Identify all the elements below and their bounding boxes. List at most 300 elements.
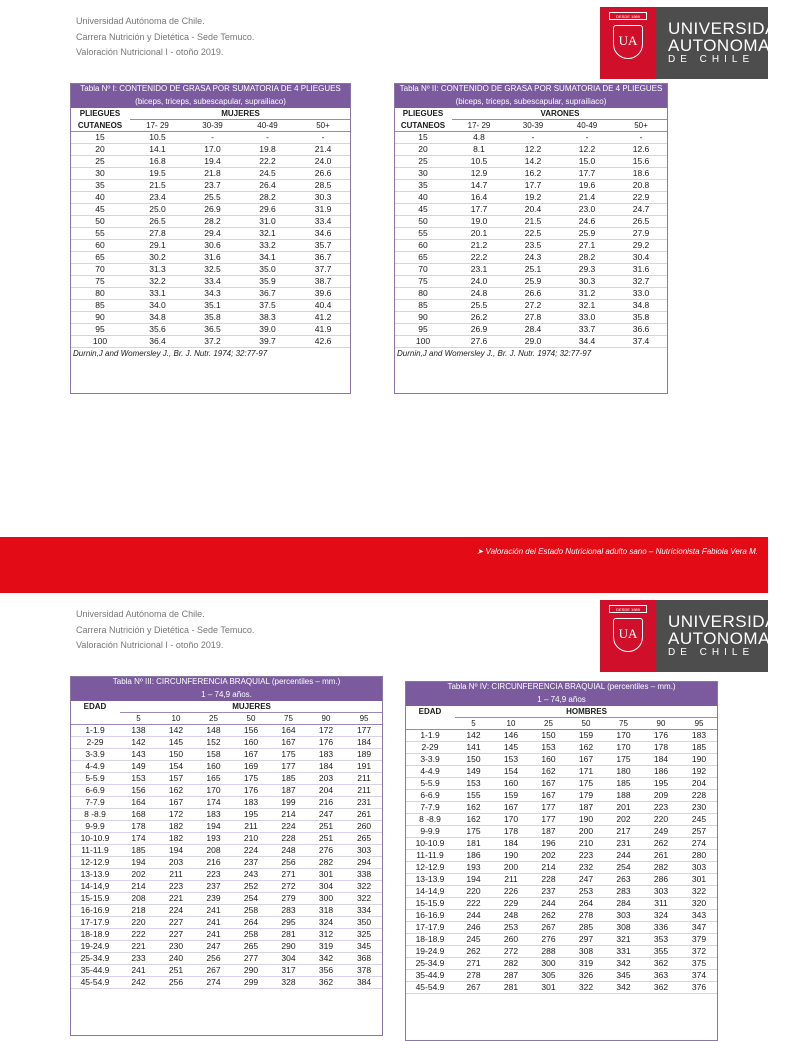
table-cell: 326 xyxy=(567,970,605,982)
table-cell: 254 xyxy=(232,893,270,905)
table-cell: 22.2 xyxy=(452,252,506,264)
column-header: 50+ xyxy=(295,120,351,132)
table-cell: 290 xyxy=(232,965,270,977)
table-cell: 249 xyxy=(642,826,680,838)
table-cell: 42.6 xyxy=(295,336,351,348)
logo-ribbon: DESDE 1989 xyxy=(609,605,647,613)
table-cell: 167 xyxy=(232,749,270,761)
column-header: 95 xyxy=(345,713,383,725)
slide-page-2 xyxy=(0,593,790,1024)
table-row xyxy=(405,742,718,754)
table-cell: 164 xyxy=(120,797,157,809)
table-cell: 24.3 xyxy=(506,252,560,264)
table-cell: 182 xyxy=(157,821,195,833)
table-cell: 17.7 xyxy=(506,180,560,192)
table-cell: 278 xyxy=(455,970,492,982)
table-cell: 34.1 xyxy=(240,252,295,264)
logo-dark-block xyxy=(656,600,790,672)
table-cell: 241 xyxy=(195,929,232,941)
table-cell: 324 xyxy=(642,910,680,922)
table-row xyxy=(394,240,668,252)
table-reference-row xyxy=(394,348,668,360)
table-cell: 183 xyxy=(232,797,270,809)
table-row xyxy=(70,965,383,977)
table-subtitle: (biceps, triceps, subescapular, suprailiaco) xyxy=(70,96,351,109)
table-cell: 170 xyxy=(605,730,642,742)
table-cell: 321 xyxy=(605,934,642,946)
arm-circumference-table-men xyxy=(405,681,718,994)
table-cell: 300 xyxy=(307,893,345,905)
table-cell: 37.2 xyxy=(185,336,240,348)
table-cell: 353 xyxy=(642,934,680,946)
table-cell: 37.4 xyxy=(614,336,668,348)
table-cell: 267 xyxy=(195,965,232,977)
table-cell: 154 xyxy=(492,766,530,778)
table-cell: 227 xyxy=(157,929,195,941)
table-cell: 195 xyxy=(642,778,680,790)
group-header: HOMBRES xyxy=(455,706,718,718)
table-cell: 178 xyxy=(492,826,530,838)
table-cell: 301 xyxy=(530,982,567,994)
logo-dark-block xyxy=(656,7,790,79)
table-cell: 1-1.9 xyxy=(70,725,120,737)
table-cell: 36.7 xyxy=(295,252,351,264)
table-cell: 23.4 xyxy=(130,192,185,204)
logo-line: AUTONOMA xyxy=(668,36,770,55)
table-cell: 184 xyxy=(492,838,530,850)
table-cell: 264 xyxy=(232,917,270,929)
column-header: 75 xyxy=(605,718,642,730)
column-header: 50+ xyxy=(614,120,668,132)
table-cell: 312 xyxy=(307,929,345,941)
table-cell: 170 xyxy=(195,785,232,797)
table-cell: 30.6 xyxy=(185,240,240,252)
table-cell: 36.4 xyxy=(130,336,185,348)
table-cell: 142 xyxy=(120,737,157,749)
table-row xyxy=(70,312,351,324)
column-header: 30-39 xyxy=(506,120,560,132)
table-cell: 45 xyxy=(394,204,452,216)
table-cell: 19.8 xyxy=(240,144,295,156)
table-cell: 303 xyxy=(642,886,680,898)
table-cell: 211 xyxy=(157,869,195,881)
table-cell: 37.5 xyxy=(240,300,295,312)
table-cell: 200 xyxy=(567,826,605,838)
table-cell: 277 xyxy=(232,953,270,965)
table-cell: 284 xyxy=(605,898,642,910)
table-cell: 267 xyxy=(455,982,492,994)
table-cell: 187 xyxy=(567,802,605,814)
table-cell: 33.7 xyxy=(560,324,614,336)
table-cell: 185 xyxy=(270,773,307,785)
table-cell: 285 xyxy=(567,922,605,934)
table-cell: 244 xyxy=(605,850,642,862)
table-row xyxy=(394,276,668,288)
table-cell: 260 xyxy=(345,821,383,833)
table-cell: 194 xyxy=(157,845,195,857)
table-row xyxy=(405,730,718,742)
table-cell: 31.6 xyxy=(185,252,240,264)
table-row xyxy=(70,977,383,989)
table-row xyxy=(70,264,351,276)
logo-ribbon: DESDE 1989 xyxy=(609,12,647,20)
logo-line: DE CHILE xyxy=(668,647,755,658)
table-cell: 195 xyxy=(232,809,270,821)
table-cell: 282 xyxy=(642,862,680,874)
table-header-row xyxy=(394,120,668,132)
table-cell: 362 xyxy=(642,982,680,994)
table-cell: 19.0 xyxy=(452,216,506,228)
table-cell: 362 xyxy=(307,977,345,989)
table-row xyxy=(70,204,351,216)
table-cell: 262 xyxy=(642,838,680,850)
table-cell: 203 xyxy=(307,773,345,785)
table-cell: 35-44.9 xyxy=(70,965,120,977)
table-row xyxy=(394,204,668,216)
table-cell: 230 xyxy=(157,941,195,953)
table-row xyxy=(394,144,668,156)
table-cell: 16.2 xyxy=(506,168,560,180)
table-cell: 283 xyxy=(270,905,307,917)
table-row xyxy=(70,132,351,144)
table-cell: 192 xyxy=(680,766,718,778)
table-cell: 223 xyxy=(642,802,680,814)
table-cell: 85 xyxy=(70,300,130,312)
table-cell: 257 xyxy=(680,826,718,838)
table-cell: 19.5 xyxy=(130,168,185,180)
table-cell: - xyxy=(506,132,560,144)
table-cell: 328 xyxy=(270,977,307,989)
table-row xyxy=(70,845,383,857)
table-cell: 21.5 xyxy=(130,180,185,192)
table-cell: 181 xyxy=(455,838,492,850)
table-cell: 345 xyxy=(605,970,642,982)
table-cell: 262 xyxy=(530,910,567,922)
header-line: Carrera Nutrición y Dietética - Sede Temuco. xyxy=(76,624,255,635)
table-cell: 154 xyxy=(157,761,195,773)
table-cell: 167 xyxy=(530,790,567,802)
table-cell: 32.1 xyxy=(240,228,295,240)
table-cell: 35-44.9 xyxy=(405,970,455,982)
table-cell: 162 xyxy=(455,802,492,814)
table-subtitle: 1 – 74,9 años. xyxy=(70,689,383,702)
table-cell: 141 xyxy=(455,742,492,754)
table-cell: 24.8 xyxy=(452,288,506,300)
table-cell: 190 xyxy=(680,754,718,766)
table-cell: 60 xyxy=(70,240,130,252)
table-cell: 258 xyxy=(232,905,270,917)
table-cell: 7-7.9 xyxy=(405,802,455,814)
table-cell: 142 xyxy=(455,730,492,742)
table-cell: 23.5 xyxy=(506,240,560,252)
table-row xyxy=(70,725,383,737)
table-cell: 222 xyxy=(120,929,157,941)
table-reference-row xyxy=(70,348,351,360)
column-header: 25 xyxy=(195,713,232,725)
table-cell: 331 xyxy=(605,946,642,958)
table-cell: 214 xyxy=(270,809,307,821)
table-cell: 209 xyxy=(642,790,680,802)
table-cell: 31.3 xyxy=(130,264,185,276)
table-cell: 175 xyxy=(270,749,307,761)
table-row xyxy=(394,264,668,276)
table-caption-row xyxy=(394,96,668,109)
column-header: 95 xyxy=(680,718,718,730)
table-cell: 35 xyxy=(394,180,452,192)
column-header: 10 xyxy=(157,713,195,725)
table-cell: 355 xyxy=(642,946,680,958)
table-cell: 19.4 xyxy=(185,156,240,168)
table-cell: 194 xyxy=(120,857,157,869)
table-row xyxy=(405,838,718,850)
table-cell: 251 xyxy=(157,965,195,977)
table-cell: 208 xyxy=(195,845,232,857)
table-cell: 278 xyxy=(567,910,605,922)
table-cell: 25.9 xyxy=(506,276,560,288)
table-cell: 28.4 xyxy=(506,324,560,336)
table-cell: 5-5.9 xyxy=(405,778,455,790)
table-cell: 247 xyxy=(195,941,232,953)
table-cell: 14.1 xyxy=(130,144,185,156)
table-cell: 178 xyxy=(642,742,680,754)
table-cell: 19.2 xyxy=(506,192,560,204)
table-cell: 272 xyxy=(492,946,530,958)
table-cell: 160 xyxy=(530,754,567,766)
table-cell: 17.7 xyxy=(452,204,506,216)
table-cell: 70 xyxy=(70,264,130,276)
table-cell: 2-29 xyxy=(70,737,120,749)
table-cell: 170 xyxy=(605,742,642,754)
table-row xyxy=(70,797,383,809)
table-cell: 251 xyxy=(307,833,345,845)
table-cell: 167 xyxy=(530,778,567,790)
table-cell: 18.6 xyxy=(614,168,668,180)
table-cell: 183 xyxy=(195,809,232,821)
table-cell: 4.8 xyxy=(452,132,506,144)
table-cell: 211 xyxy=(345,785,383,797)
table-cell: 264 xyxy=(567,898,605,910)
table-row xyxy=(405,970,718,982)
table-row xyxy=(70,324,351,336)
table-cell: 15.0 xyxy=(560,156,614,168)
table-cell: 12.6 xyxy=(614,144,668,156)
table-row xyxy=(70,336,351,348)
table-cell: 17-17.9 xyxy=(405,922,455,934)
table-cell: 19-24.9 xyxy=(70,941,120,953)
table-cell: 35 xyxy=(70,180,130,192)
table-cell: 345 xyxy=(345,941,383,953)
table-cell: 199 xyxy=(270,797,307,809)
table-cell: 263 xyxy=(605,874,642,886)
table-cell: 165 xyxy=(195,773,232,785)
table-row xyxy=(405,826,718,838)
table-cell: 237 xyxy=(195,881,232,893)
table-cell: 375 xyxy=(680,958,718,970)
table-cell: 304 xyxy=(307,881,345,893)
table-row xyxy=(405,754,718,766)
table-cell: 248 xyxy=(492,910,530,922)
table-cell: 22.5 xyxy=(506,228,560,240)
table-cell: 23.0 xyxy=(560,204,614,216)
table-cell: 200 xyxy=(492,862,530,874)
table-cell: 303 xyxy=(345,845,383,857)
table-cell: 384 xyxy=(345,977,383,989)
table-cell: 320 xyxy=(680,898,718,910)
table-cell: 336 xyxy=(642,922,680,934)
table-cell: 156 xyxy=(232,725,270,737)
table-cell: 55 xyxy=(70,228,130,240)
table-row xyxy=(70,785,383,797)
table-cell: 15-15.9 xyxy=(405,898,455,910)
table-cell: 222 xyxy=(455,898,492,910)
table-cell: 65 xyxy=(394,252,452,264)
table-cell: 29.3 xyxy=(560,264,614,276)
table-cell: 10.5 xyxy=(452,156,506,168)
table-cell: 232 xyxy=(567,862,605,874)
table-cell: 153 xyxy=(492,754,530,766)
table-cell: 216 xyxy=(195,857,232,869)
table-cell: 242 xyxy=(120,977,157,989)
table-cell: 185 xyxy=(605,778,642,790)
table-cell: 228 xyxy=(270,833,307,845)
table-cell: 19.6 xyxy=(560,180,614,192)
table-cell: 16-16.9 xyxy=(405,910,455,922)
table-cell: 142 xyxy=(157,725,195,737)
table-cell: 17.0 xyxy=(185,144,240,156)
table-row xyxy=(70,737,383,749)
table-cell: 368 xyxy=(345,953,383,965)
column-header: 40-49 xyxy=(240,120,295,132)
table-cell: 210 xyxy=(232,833,270,845)
table-cell: 21.8 xyxy=(185,168,240,180)
table-cell: 156 xyxy=(120,785,157,797)
table-cell: 162 xyxy=(567,742,605,754)
table-cell: 45-54.9 xyxy=(405,982,455,994)
table-cell: 25.9 xyxy=(560,228,614,240)
table-cell: 186 xyxy=(455,850,492,862)
table-cell: 95 xyxy=(70,324,130,336)
table-row xyxy=(70,156,351,168)
table-cell: 276 xyxy=(530,934,567,946)
table-header-row xyxy=(405,706,718,718)
table-cell: 256 xyxy=(270,857,307,869)
table-cell: 21.4 xyxy=(560,192,614,204)
table-cell: 100 xyxy=(394,336,452,348)
table-cell: 253 xyxy=(492,922,530,934)
table-cell: 11-11.9 xyxy=(405,850,455,862)
table-cell: 247 xyxy=(567,874,605,886)
table-cell: 188 xyxy=(605,790,642,802)
table-cell: 153 xyxy=(120,773,157,785)
table-cell: 325 xyxy=(345,929,383,941)
column-header: 17- 29 xyxy=(452,120,506,132)
table-cell: 27.6 xyxy=(452,336,506,348)
table-row xyxy=(394,192,668,204)
table-cell: 100 xyxy=(70,336,130,348)
table-subtitle: (biceps, triceps, subescapular, suprailiaco) xyxy=(394,96,668,109)
table-cell: 28.2 xyxy=(560,252,614,264)
header-line: Valoración Nutricional I - otoño 2019. xyxy=(76,47,224,57)
table-cell: 297 xyxy=(567,934,605,946)
table-cell: 12.2 xyxy=(506,144,560,156)
table-cell: 174 xyxy=(120,833,157,845)
table-cell: 15 xyxy=(394,132,452,144)
table-cell: 233 xyxy=(120,953,157,965)
column-header: 17- 29 xyxy=(130,120,185,132)
table-cell: 26.4 xyxy=(240,180,295,192)
column-header: PLIEGUES xyxy=(402,109,444,119)
table-cell: 153 xyxy=(530,742,567,754)
table-cell: 241 xyxy=(120,965,157,977)
table-title: Tabla Nº III: CIRCUNFERENCIA BRAQUIAL (percentiles – mm.) xyxy=(70,676,383,689)
table-cell: 279 xyxy=(270,893,307,905)
table-cell: - xyxy=(560,132,614,144)
table-cell: 33.2 xyxy=(240,240,295,252)
table-cell: 26.5 xyxy=(614,216,668,228)
table-row xyxy=(405,862,718,874)
table-cell: 280 xyxy=(680,850,718,862)
table-row xyxy=(70,809,383,821)
table-cell: 286 xyxy=(642,874,680,886)
table-cell: 171 xyxy=(567,766,605,778)
table-cell: 5-5.9 xyxy=(70,773,120,785)
table-cell: 20 xyxy=(70,144,130,156)
table-cell: 162 xyxy=(455,814,492,826)
table-cell: 176 xyxy=(232,785,270,797)
table-cell: 282 xyxy=(492,958,530,970)
table-cell: 10-10.9 xyxy=(70,833,120,845)
table-cell: 342 xyxy=(307,953,345,965)
table-row xyxy=(70,168,351,180)
table-cell: 189 xyxy=(345,749,383,761)
table-cell: 39.0 xyxy=(240,324,295,336)
table-header-row xyxy=(405,718,718,730)
table-cell: 30 xyxy=(70,168,130,180)
table-cell: 18-18.9 xyxy=(70,929,120,941)
table-cell: 15-15.9 xyxy=(70,893,120,905)
table-cell: 26.6 xyxy=(506,288,560,300)
table-cell: 35.1 xyxy=(185,300,240,312)
table-cell: 15 xyxy=(70,132,130,144)
table-cell: 152 xyxy=(195,737,232,749)
table-cell: 9-9.9 xyxy=(405,826,455,838)
table-cell: 347 xyxy=(680,922,718,934)
table-row xyxy=(70,216,351,228)
table-cell: 4-4.9 xyxy=(70,761,120,773)
table-cell: 23.1 xyxy=(452,264,506,276)
table-cell: 334 xyxy=(345,905,383,917)
table-cell: 22.9 xyxy=(614,192,668,204)
table-cell: 265 xyxy=(345,833,383,845)
table-cell: 223 xyxy=(567,850,605,862)
table-cell: 372 xyxy=(680,946,718,958)
table-cell: 149 xyxy=(455,766,492,778)
table-cell: 272 xyxy=(270,881,307,893)
header-text xyxy=(76,14,254,61)
table-cell: 26.9 xyxy=(452,324,506,336)
table-cell: 50 xyxy=(394,216,452,228)
table-cell: 214 xyxy=(530,862,567,874)
table-cell: 220 xyxy=(120,917,157,929)
table-cell: 27.8 xyxy=(130,228,185,240)
table-row xyxy=(394,336,668,348)
table-cell: 228 xyxy=(530,874,567,886)
table-row xyxy=(70,180,351,192)
column-header: 90 xyxy=(642,718,680,730)
table-cell: 157 xyxy=(157,773,195,785)
table-cell: 229 xyxy=(492,898,530,910)
table-cell: 220 xyxy=(642,814,680,826)
